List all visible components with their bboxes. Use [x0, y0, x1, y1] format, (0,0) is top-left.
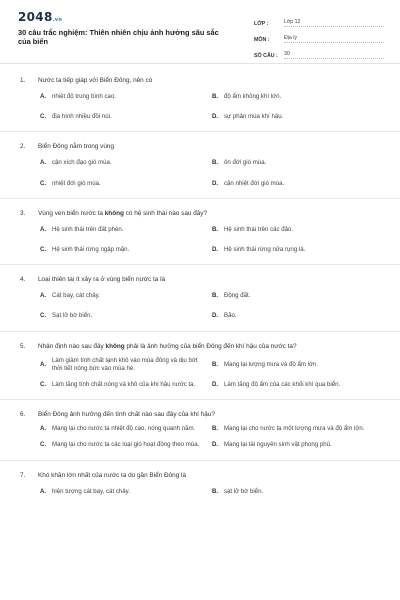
option-text: Làm tăng độ ẩm của các khối khí qua biển. [224, 381, 341, 389]
option-letter: A. [40, 225, 47, 233]
meta-row-count [254, 45, 384, 59]
answer-option-c[interactable] [40, 441, 212, 449]
option-letter: A. [40, 487, 47, 495]
page-header [0, 0, 400, 64]
answer-option-b[interactable] [212, 226, 384, 234]
option-text: Cát bay, cát chảy. [52, 292, 100, 300]
question-stem [20, 342, 384, 351]
question-text [38, 410, 215, 419]
option-text: Động đất. [224, 292, 251, 300]
question-number: 4. [20, 276, 26, 284]
option-text: Mang lại cho nước ta nhiệt độ cao, nóng quanh năm. [52, 425, 196, 433]
option-text: Hệ sinh thái rừng ngập mặn. [52, 246, 130, 254]
question-text-part: Loại thiên tai ít xảy ra ở vùng biển nước ta là [38, 276, 166, 284]
question-emphasis: không [105, 342, 125, 350]
answer-option-b[interactable] [212, 159, 384, 167]
option-letter: C. [40, 113, 47, 121]
option-letter: A. [40, 425, 47, 433]
answer-option-b[interactable] [212, 357, 384, 373]
question-stem [20, 410, 384, 419]
option-letter: B. [212, 159, 219, 167]
option-letter: D. [212, 113, 219, 121]
answer-option-b[interactable] [212, 292, 384, 300]
option-letter: D. [212, 381, 219, 389]
meta-row-class [254, 13, 384, 27]
question-emphasis: không [104, 209, 124, 217]
answer-option-d[interactable] [212, 113, 384, 121]
answer-options [20, 292, 384, 320]
option-text: Hệ sinh thái rừng nửa rụng lá. [224, 246, 306, 254]
question-number: 5. [20, 342, 26, 350]
question-list [0, 64, 400, 496]
option-text: sự phân mùa khí hậu. [224, 113, 284, 121]
option-text: Mang lại lượng mưa và độ ẩm lớn. [224, 360, 319, 368]
option-letter: C. [40, 381, 47, 389]
meta-value: Địa lý [284, 35, 384, 43]
option-text: hiện tượng cát bay, cát chảy. [52, 487, 130, 495]
answer-options [20, 159, 384, 187]
option-letter: B. [212, 292, 219, 300]
option-letter: C. [40, 441, 47, 449]
answer-options [20, 357, 384, 390]
meta-label: SỐ CÂU : [254, 53, 278, 59]
question-item [20, 471, 384, 496]
option-text: nhiệt độ trung bình cao. [52, 93, 117, 100]
answer-option-b[interactable] [212, 425, 384, 433]
option-letter: A. [40, 292, 47, 300]
answer-option-d[interactable] [212, 441, 384, 449]
answer-options [20, 425, 384, 449]
question-number: 2. [20, 143, 26, 151]
option-letter: C. [40, 179, 47, 187]
question-text-part: phải là ảnh hưởng của biển Đông đến khí hậu của nước ta? [124, 342, 297, 350]
question-text-part: Nước ta tiếp giáp với Biển Đông, nên có [38, 77, 153, 84]
question-text-part: Biển Đông ảnh hưởng đến tính chất nào sau đây của khí hậu? [38, 411, 215, 419]
question-number: 1. [20, 77, 26, 84]
option-text: nhiệt đới gió mùa. [52, 179, 101, 187]
option-letter: D. [212, 179, 219, 187]
answer-option-a[interactable] [40, 425, 212, 433]
option-letter: B. [212, 425, 219, 433]
answer-option-c[interactable] [40, 246, 212, 254]
answer-options [20, 488, 384, 496]
question-number: 6. [20, 411, 26, 419]
question-item [20, 410, 384, 460]
option-letter: C. [40, 246, 47, 254]
option-text: Mang lại tài nguyên sinh vật phong phú. [224, 441, 332, 449]
option-letter: B. [212, 93, 219, 100]
question-text [38, 342, 297, 351]
answer-option-d[interactable] [212, 180, 384, 188]
question-text-part: Biển Đông nằm trong vùng [38, 143, 115, 151]
question-text [38, 142, 114, 151]
answer-option-a[interactable] [40, 93, 212, 101]
option-text: Hệ sinh thái trên đất phèn. [52, 225, 124, 233]
question-item [20, 76, 384, 132]
question-item [20, 209, 384, 265]
logo-suffix: .vn [52, 17, 63, 23]
question-text-part: Nhận định nào sau đây [38, 342, 106, 350]
option-text: cận nhiệt đới gió mùa. [224, 179, 285, 187]
question-text [38, 209, 207, 218]
question-stem [20, 471, 384, 480]
answer-option-d[interactable] [212, 246, 384, 254]
option-letter: B. [212, 360, 219, 368]
question-number: 3. [20, 209, 26, 217]
option-letter: D. [212, 441, 219, 449]
question-divider [0, 131, 400, 132]
option-text: sạt lở bờ biển. [224, 487, 264, 495]
meta-label: MÔN : [254, 37, 270, 43]
option-letter: A. [40, 159, 47, 167]
answer-option-c[interactable] [40, 381, 212, 389]
question-divider [0, 198, 400, 199]
answer-option-a[interactable] [40, 357, 212, 373]
question-item [20, 142, 384, 198]
option-text: Làm tăng tính chất nóng và khô của khí hậu nước ta. [52, 381, 196, 389]
option-text: Hệ sinh thái trên các đảo. [224, 225, 294, 233]
answer-option-d[interactable] [212, 312, 384, 320]
answer-option-a[interactable] [40, 226, 212, 234]
question-divider [0, 331, 400, 332]
answer-option-a[interactable] [40, 292, 212, 300]
option-text: Làm giảm tính chất lạnh khô vào mùa đông và dịu bớt thời tiết nóng bức vào mùa hè. [52, 356, 198, 372]
answer-option-c[interactable] [40, 180, 212, 188]
option-letter: B. [212, 225, 219, 233]
question-text [38, 76, 152, 85]
option-text: Sạt lở bờ biển. [52, 312, 93, 320]
question-divider [0, 399, 400, 400]
option-text: độ ẩm không khí lớn. [224, 93, 282, 100]
answer-option-b[interactable] [212, 93, 384, 101]
option-text: ôn đới gió mùa. [224, 159, 267, 167]
option-text: Mang lại cho nước ta một lượng mưa và độ ẩm lớn. [224, 425, 365, 433]
meta-value: Lớp 12 [284, 19, 384, 27]
question-stem [20, 209, 384, 218]
answer-option-d[interactable] [212, 381, 384, 389]
answer-options [20, 93, 384, 121]
question-item [20, 342, 384, 401]
quiz-meta [254, 13, 384, 61]
question-text-part: có hệ sinh thái nào sau đây? [123, 209, 208, 217]
answer-option-c[interactable] [40, 113, 212, 121]
option-letter: B. [212, 487, 219, 495]
question-text-part: Khó khăn lớn nhất của nước ta do gần Biển Đông là [38, 471, 187, 479]
question-text [38, 471, 186, 480]
answer-option-a[interactable] [40, 159, 212, 167]
option-letter: C. [40, 312, 47, 320]
option-text: cận xích đạo gió mùa. [52, 159, 112, 167]
question-stem [20, 76, 384, 85]
question-number: 7. [20, 471, 26, 479]
question-stem [20, 275, 384, 284]
option-letter: A. [40, 360, 47, 368]
answer-options [20, 226, 384, 254]
option-letter: D. [212, 312, 219, 320]
question-text-part: Vùng ven biển nước ta [38, 209, 105, 217]
page-title: 30 câu trắc nghiệm: Thiên nhiên chịu ảnh hưởng sâu sắc của biển [18, 28, 219, 46]
meta-value: 30 [284, 51, 384, 59]
option-text: Mang lại cho nước ta các loại gió hoạt động theo mùa. [52, 441, 200, 449]
question-stem [20, 142, 384, 151]
question-item [20, 275, 384, 331]
question-divider [0, 460, 400, 461]
logo-text: 2048 [18, 10, 53, 24]
answer-option-c[interactable] [40, 312, 212, 320]
meta-label: LỚP : [254, 21, 269, 27]
meta-row-subject [254, 29, 384, 43]
answer-option-a[interactable] [40, 488, 212, 496]
question-text [38, 275, 165, 284]
option-letter: A. [40, 93, 47, 100]
question-divider [0, 264, 400, 265]
option-text: địa hình nhiều đồi núi. [52, 113, 112, 121]
option-letter: D. [212, 246, 219, 254]
option-text: Bão. [224, 312, 237, 320]
answer-option-b[interactable] [212, 488, 384, 496]
